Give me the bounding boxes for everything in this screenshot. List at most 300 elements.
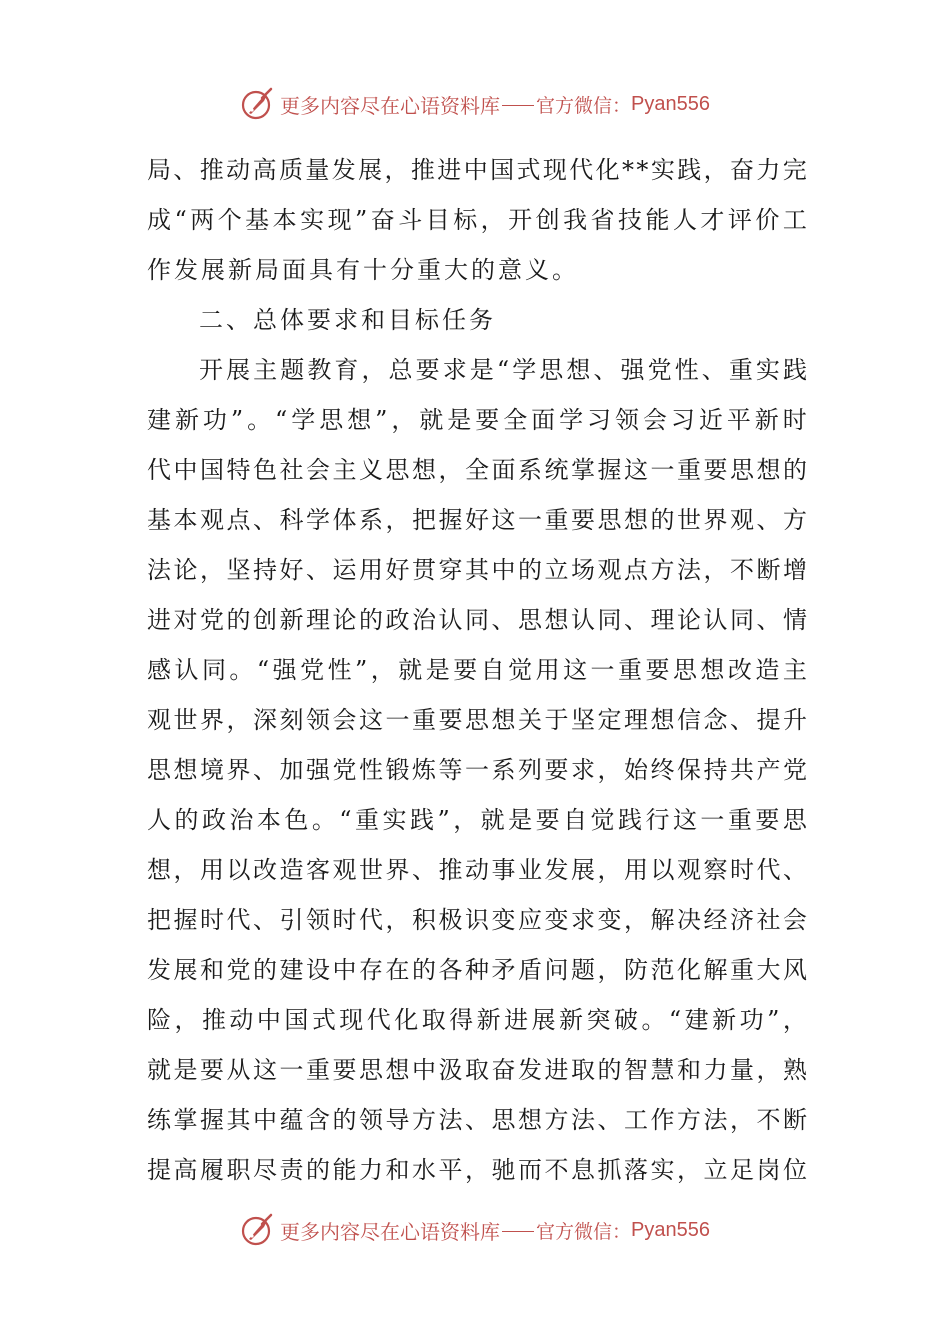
line-char: 政 <box>385 606 410 634</box>
line-char: 认 <box>703 606 728 634</box>
line-char: 、 <box>491 606 516 634</box>
line-char: 立 <box>703 1156 728 1184</box>
line-char: 握 <box>173 906 198 934</box>
line-char: 我 <box>563 206 588 234</box>
line-char: 思 <box>147 756 171 784</box>
paragraph-line <box>147 795 807 845</box>
paragraph-line: 作发展新局面具有十分重大的意义。 <box>147 256 579 284</box>
line-char: 破 <box>613 1006 638 1034</box>
line-char: 掌 <box>571 456 595 484</box>
paragraph-line <box>147 1045 807 1095</box>
paragraph-line <box>147 195 807 245</box>
line-char: 中 <box>256 1006 281 1034</box>
line-char: 险 <box>147 1006 171 1034</box>
line-char: 作 <box>650 1106 675 1134</box>
line-char: 要 <box>571 506 595 534</box>
line-char: 展 <box>571 856 595 884</box>
line-char: 思 <box>465 706 489 734</box>
line-char: 不 <box>730 556 754 584</box>
line-char: 发 <box>544 856 569 884</box>
document-body <box>147 145 807 1195</box>
line-char: 领 <box>615 406 639 434</box>
line-char: 想 <box>147 856 171 884</box>
line-char: 中 <box>173 456 198 484</box>
line-char: “ <box>174 206 187 234</box>
line-char: ， <box>624 906 648 934</box>
line-char: 业 <box>518 856 542 884</box>
line-char: 总 <box>388 356 413 384</box>
line-char: 推 <box>201 1006 226 1034</box>
line-char: 水 <box>412 1156 436 1184</box>
line-char: 这 <box>359 706 383 734</box>
line-char: 在 <box>385 956 410 984</box>
line-char: 想 <box>700 656 725 684</box>
line-char: * <box>622 156 635 184</box>
line-char: 要 <box>645 656 670 684</box>
line-char: 实 <box>650 1156 675 1184</box>
line-char: 引 <box>279 906 304 934</box>
line-char: 时 <box>782 406 807 434</box>
line-char: 界 <box>703 506 728 534</box>
line-char: 抓 <box>597 1156 622 1184</box>
line-char: 变 <box>544 906 569 934</box>
line-char: 决 <box>677 906 701 934</box>
line-char: 岗 <box>756 1156 781 1184</box>
line-char: 主 <box>332 456 357 484</box>
line-char: 行 <box>645 806 670 834</box>
line-char: 中 <box>491 556 516 584</box>
line-char: 才 <box>700 206 725 234</box>
line-char: 会 <box>332 706 357 734</box>
line-char: 中 <box>463 156 488 184</box>
line-char: 人 <box>147 806 171 834</box>
line-char: 同 <box>465 606 489 634</box>
line-char: 就 <box>419 406 444 434</box>
watermark-sub-text: 官方微信： <box>536 94 632 117</box>
paragraph-line <box>147 645 807 695</box>
line-char: ， <box>465 1156 489 1184</box>
line-char: 方 <box>650 556 675 584</box>
line-char: 思 <box>319 406 344 434</box>
line-char: 两 <box>190 206 215 234</box>
line-char: 展 <box>226 356 251 384</box>
line-char: 极 <box>438 906 463 934</box>
line-char: 一 <box>650 456 675 484</box>
line-char: 党 <box>226 956 251 984</box>
line-char: ， <box>385 906 410 934</box>
line-char: 同 <box>201 656 226 684</box>
line-char: 学 <box>512 356 537 384</box>
line-char: ， <box>226 706 251 734</box>
line-char: 进 <box>544 1056 569 1084</box>
line-char: 和 <box>385 1156 410 1184</box>
line-char: 奋 <box>729 156 754 184</box>
line-char: 动 <box>229 1006 254 1034</box>
line-char: 断 <box>756 556 781 584</box>
line-char: 建 <box>684 1006 709 1034</box>
line-char: 奋 <box>370 206 395 234</box>
line-char: 本 <box>272 206 297 234</box>
line-char: 新 <box>174 406 199 434</box>
paragraph-line <box>147 345 807 395</box>
line-char: ， <box>438 456 463 484</box>
line-char: 以 <box>650 856 675 884</box>
line-char: 、 <box>412 856 436 884</box>
line-char: 时 <box>332 906 357 934</box>
line-char: 、 <box>253 756 277 784</box>
line-char: 实 <box>755 356 780 384</box>
line-char: 识 <box>465 906 489 934</box>
line-char: 社 <box>756 906 781 934</box>
line-char: 要 <box>332 1056 357 1084</box>
line-char: 题 <box>571 956 595 984</box>
line-char: 色 <box>253 456 277 484</box>
line-char: “ <box>256 656 270 684</box>
line-char: ， <box>384 156 409 184</box>
line-char: 智 <box>624 1056 648 1084</box>
line-char: 含 <box>306 1106 330 1134</box>
line-char: 息 <box>571 1156 595 1184</box>
line-char: 本 <box>256 806 281 834</box>
line-char: 不 <box>756 1106 781 1134</box>
line-char: 、 <box>701 356 726 384</box>
paragraph-line <box>147 745 807 795</box>
paragraph-line <box>147 395 807 445</box>
line-char: 提 <box>756 706 781 734</box>
watermark-main-text: 更多内容尽在心语资料库 <box>280 93 500 118</box>
line-char: 场 <box>571 556 595 584</box>
line-char: 践 <box>783 356 807 384</box>
line-char: 斗 <box>398 206 423 234</box>
line-char: 建 <box>147 406 171 434</box>
line-char: 是 <box>447 406 472 434</box>
line-char: 会 <box>642 406 667 434</box>
line-char: 新 <box>754 406 779 434</box>
line-char: ， <box>703 556 728 584</box>
line-char: 的 <box>174 806 199 834</box>
line-char: 思 <box>672 656 697 684</box>
paragraph-line <box>147 1145 807 1195</box>
line-char: 的 <box>253 956 277 984</box>
line-char: 工 <box>782 206 807 234</box>
line-char: 断 <box>783 1106 807 1134</box>
line-char: 领 <box>306 906 330 934</box>
line-char: 观 <box>597 556 622 584</box>
line-char: 系 <box>359 506 383 534</box>
line-char: 把 <box>147 906 171 934</box>
line-char: 论 <box>677 606 701 634</box>
line-char: 社 <box>279 456 304 484</box>
line-char: 这 <box>563 656 588 684</box>
line-char: 锻 <box>385 756 410 784</box>
line-char: 新 <box>559 1006 584 1034</box>
line-char: ” <box>355 206 368 234</box>
line-char: 式 <box>516 156 541 184</box>
line-char: 设 <box>306 956 330 984</box>
line-char: 察 <box>703 856 728 884</box>
line-char: 要 <box>544 756 569 784</box>
line-char: 、 <box>756 506 781 534</box>
line-char: 驰 <box>491 1156 516 1184</box>
line-char: 想 <box>518 1106 542 1134</box>
line-char: 新 <box>712 1006 737 1034</box>
line-char: 新 <box>279 606 304 634</box>
line-char: 价 <box>755 206 780 234</box>
line-char: 想 <box>544 606 569 634</box>
line-char: 蕴 <box>279 1106 304 1134</box>
line-char: 主 <box>782 656 807 684</box>
line-char: 完 <box>782 156 807 184</box>
line-char: 和 <box>677 1056 701 1084</box>
line-char: 防 <box>624 956 648 984</box>
line-char: 想 <box>385 1056 410 1084</box>
line-char: 自 <box>480 656 505 684</box>
line-char: 国 <box>490 156 515 184</box>
line-char: 、 <box>253 506 277 534</box>
line-char: 自 <box>563 806 588 834</box>
line-char: 其 <box>465 556 489 584</box>
line-char: 局 <box>147 156 171 184</box>
line-char: 党 <box>332 756 357 784</box>
line-char: 化 <box>677 956 701 984</box>
line-char: 功 <box>202 406 227 434</box>
line-char: 点 <box>226 506 251 534</box>
line-char: 能 <box>332 1156 357 1184</box>
line-char: 求 <box>442 356 467 384</box>
line-char: 重 <box>412 706 436 734</box>
line-char: 的 <box>359 606 383 634</box>
line-char: 等 <box>438 756 463 784</box>
line-char: 落 <box>624 1156 648 1184</box>
line-char: 持 <box>253 556 277 584</box>
line-char: 系 <box>518 456 542 484</box>
line-char: 的 <box>306 1156 330 1184</box>
line-char: 一 <box>385 706 410 734</box>
line-char: ， <box>480 206 505 234</box>
line-char: 重 <box>677 456 701 484</box>
line-char: 代 <box>359 906 383 934</box>
line-char: 一 <box>700 806 725 834</box>
paragraph-line <box>147 895 807 945</box>
line-char: 育 <box>334 356 359 384</box>
line-char: 性 <box>674 356 699 384</box>
line-char: 化 <box>394 1006 419 1034</box>
line-char: 济 <box>730 906 754 934</box>
line-char: 升 <box>783 706 807 734</box>
line-char: 动 <box>226 156 251 184</box>
line-char: ” <box>230 406 244 434</box>
line-char: 要 <box>200 1056 224 1084</box>
line-char: 思 <box>782 806 807 834</box>
line-char: 平 <box>438 1156 463 1184</box>
line-char: 矛 <box>491 956 516 984</box>
line-char: 就 <box>398 656 423 684</box>
line-char: 推 <box>438 856 463 884</box>
line-char: 求 <box>571 906 595 934</box>
line-char: ” <box>355 656 368 684</box>
line-char: 重 <box>618 656 642 684</box>
line-char: 论 <box>332 606 357 634</box>
line-char: 践 <box>409 806 434 834</box>
line-char: 人 <box>672 206 697 234</box>
paragraph-line <box>147 995 807 1045</box>
line-char: ， <box>200 556 224 584</box>
line-char: 进 <box>147 606 171 634</box>
line-char: 同 <box>730 606 754 634</box>
line-char: “ <box>275 406 288 434</box>
line-char: 中 <box>332 956 357 984</box>
line-char: “ <box>339 806 352 834</box>
line-char: 式 <box>311 1006 336 1034</box>
line-char: 是 <box>173 1056 198 1084</box>
line-char: 思 <box>385 456 410 484</box>
line-char: 治 <box>229 806 254 834</box>
line-char: 奋 <box>491 1056 516 1084</box>
line-char: 位 <box>783 1156 807 1184</box>
line-char: 政 <box>201 806 226 834</box>
line-char: 用 <box>624 856 648 884</box>
line-char: 代 <box>366 1006 391 1034</box>
line-char: 开 <box>508 206 533 234</box>
line-char: 建 <box>279 956 304 984</box>
line-char: 代 <box>226 906 251 934</box>
line-char: 从 <box>226 1056 251 1084</box>
paragraph-line <box>147 595 807 645</box>
line-char: 积 <box>412 906 436 934</box>
line-char: ， <box>453 806 478 834</box>
line-char: 理 <box>306 606 330 634</box>
line-char: 法 <box>147 556 171 584</box>
line-char: * <box>636 156 649 184</box>
line-char: 要 <box>703 456 728 484</box>
line-char: 同 <box>597 606 622 634</box>
line-char: 认 <box>571 606 595 634</box>
line-char: 思 <box>597 506 622 534</box>
paragraph-line <box>147 695 807 745</box>
line-char: 要 <box>475 406 500 434</box>
line-char: 取 <box>421 1006 446 1034</box>
line-char: 展 <box>358 156 383 184</box>
line-char: 功 <box>739 1006 764 1034</box>
line-char: 时 <box>200 906 224 934</box>
line-char: 领 <box>359 1106 383 1134</box>
line-char: 观 <box>332 856 357 884</box>
paragraph-line <box>147 445 807 495</box>
line-char: 学 <box>306 506 330 534</box>
line-char: 观 <box>730 506 754 534</box>
line-char: 以 <box>226 856 251 884</box>
line-char: 握 <box>438 506 463 534</box>
line-char: ” <box>375 406 388 434</box>
line-char: 强 <box>272 656 297 684</box>
line-char: 增 <box>783 556 807 584</box>
line-char: 面 <box>531 406 556 434</box>
line-char: 于 <box>544 706 569 734</box>
line-char: 发 <box>331 156 356 184</box>
line-char: 发 <box>518 1056 542 1084</box>
watermark-dash <box>502 105 534 106</box>
line-char: 习 <box>670 406 695 434</box>
line-char: 世 <box>677 506 701 534</box>
line-char: 个 <box>217 206 242 234</box>
line-char: 展 <box>531 1006 556 1034</box>
line-char: 思 <box>730 456 754 484</box>
line-char: 特 <box>226 456 251 484</box>
line-char: 面 <box>491 456 516 484</box>
line-char: 事 <box>491 856 516 884</box>
line-char: 体 <box>332 506 357 534</box>
line-char: 、 <box>730 706 754 734</box>
line-char: 变 <box>597 906 622 934</box>
paragraph-line <box>147 1095 807 1145</box>
line-char: 想 <box>624 506 648 534</box>
line-char: 是 <box>469 356 494 384</box>
line-char: 问 <box>544 956 569 984</box>
line-char: 客 <box>306 856 330 884</box>
line-char: 觉 <box>590 806 615 834</box>
line-char: 的 <box>412 956 436 984</box>
line-char: 风 <box>783 956 807 984</box>
line-char: ， <box>703 156 728 184</box>
line-char: “ <box>496 356 510 384</box>
watermark-wechat-id: Pyan556 <box>631 92 710 115</box>
line-char: 质 <box>278 156 303 184</box>
line-char: 重 <box>544 506 569 534</box>
line-char: 全 <box>503 406 528 434</box>
line-char: 解 <box>650 906 675 934</box>
line-char: 色 <box>284 806 309 834</box>
line-char: 深 <box>253 706 277 734</box>
line-char: 推 <box>199 156 224 184</box>
line-char: 的 <box>597 1056 622 1084</box>
line-char: 认 <box>174 656 199 684</box>
line-char: 尽 <box>253 1156 277 1184</box>
line-char: ， <box>597 756 622 784</box>
header-watermark <box>0 84 950 124</box>
line-char: 题 <box>280 356 305 384</box>
line-char: 而 <box>518 1156 542 1184</box>
line-char: 这 <box>672 806 697 834</box>
line-char: 要 <box>415 356 440 384</box>
line-char: 观 <box>147 706 171 734</box>
line-char: 感 <box>147 656 171 684</box>
line-char: 持 <box>703 756 728 784</box>
footer-watermark <box>0 1210 950 1250</box>
line-char: 觉 <box>508 656 533 684</box>
line-char: 想 <box>347 406 372 434</box>
line-char: 经 <box>703 906 728 934</box>
line-char: 党 <box>200 606 224 634</box>
line-char: 践 <box>677 156 702 184</box>
line-char: 能 <box>645 206 670 234</box>
line-char: 、 <box>306 556 330 584</box>
line-char: 突 <box>586 1006 611 1034</box>
line-char: 时 <box>730 856 754 884</box>
line-char: 加 <box>279 756 304 784</box>
line-char: ” <box>767 1006 780 1034</box>
line-char: 要 <box>438 706 463 734</box>
watermark-sub-text: 官方微信： <box>536 1220 632 1243</box>
line-char: 高 <box>173 1156 198 1184</box>
line-char: ， <box>782 1006 807 1034</box>
line-char: 实 <box>650 156 675 184</box>
line-char: 法 <box>438 1106 463 1134</box>
line-char: 要 <box>535 806 560 834</box>
line-char: 共 <box>730 756 754 784</box>
line-char: 现 <box>542 156 567 184</box>
line-char: 中 <box>412 1056 436 1084</box>
line-char: 论 <box>173 556 198 584</box>
